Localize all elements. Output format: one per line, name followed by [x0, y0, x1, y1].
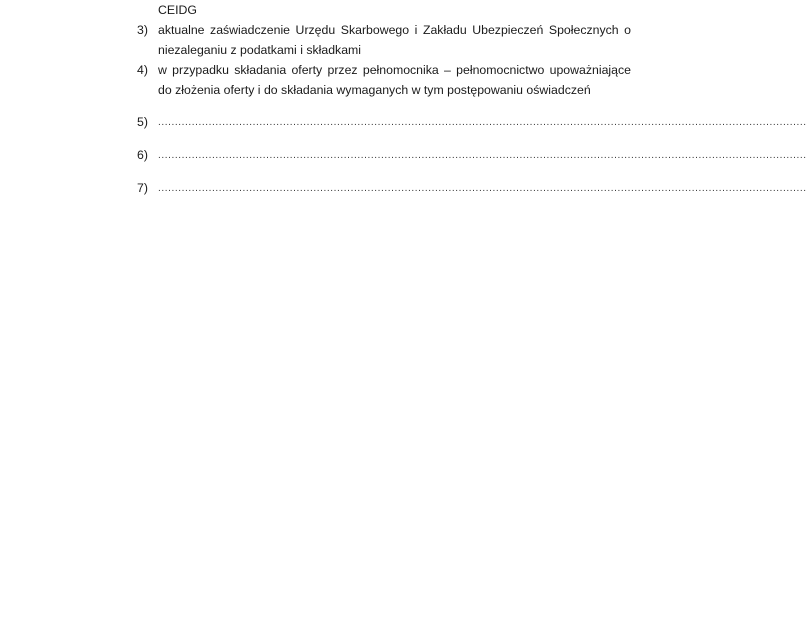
- list-item-4: [0, 60, 707, 80]
- continuation-text: CEIDG: [158, 3, 197, 17]
- blank-item-6: [0, 145, 807, 165]
- blank-item-number: 5): [137, 115, 148, 129]
- list-item-number: 4): [137, 63, 148, 77]
- list-item-text-line2: do złożenia oferty i do składania wymaganych w tym postępowaniu oświadczeń: [158, 83, 591, 97]
- list-item-3: [0, 20, 707, 40]
- blank-dotted-line: ................................................................................................................................................................................................: [158, 183, 807, 194]
- list-item-text-line2: niezaleganiu z podatkami i składkami: [158, 43, 362, 57]
- continuation-line: [0, 0, 707, 20]
- list-item-3-continuation: [0, 40, 707, 60]
- list-item-number: 3): [137, 23, 148, 37]
- blank-item-number: 7): [137, 181, 148, 195]
- blank-item-number: 6): [137, 148, 148, 162]
- list-item-4-continuation: [0, 80, 707, 100]
- blank-dotted-line: ................................................................................................................................................................................................: [158, 117, 807, 128]
- blank-dotted-line: ................................................................................................................................................................................................: [158, 150, 807, 161]
- blank-item-7: [0, 178, 807, 198]
- list-item-text-line1: w przypadku składania oferty przez pełnomocnika – pełnomocnictwo upoważniające: [158, 63, 631, 77]
- blank-item-5: [0, 112, 807, 132]
- list-item-text-line1: aktualne zaświadczenie Urzędu Skarbowego i Zakładu Ubezpieczeń Społecznych o: [158, 23, 631, 37]
